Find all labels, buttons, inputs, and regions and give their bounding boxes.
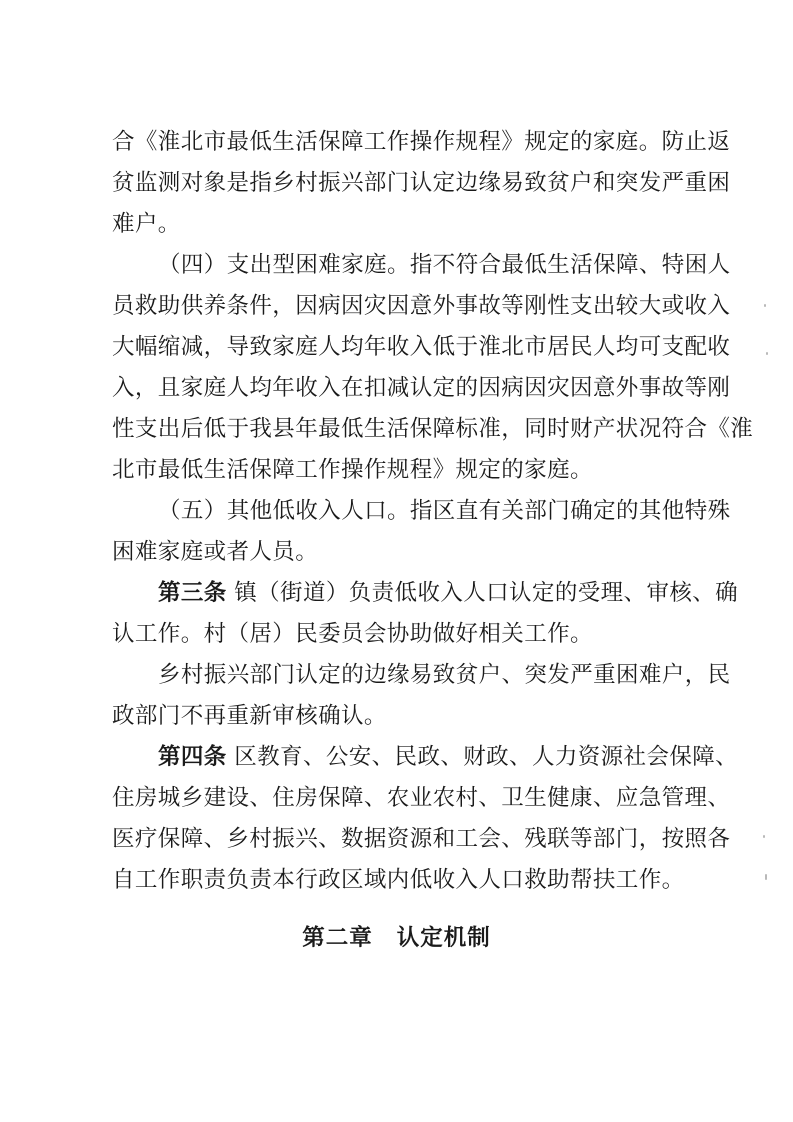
text-line: 贫监测对象是指乡村振兴部门认定边缘易致贫户和突发严重困 <box>112 170 731 196</box>
text-line: 性支出后低于我县年最低生活保障标准，同时财产状况符合《淮 <box>112 416 754 442</box>
text-line: （四）支出型困难家庭。指不符合最低生活保障、特困人 <box>158 252 731 278</box>
text-line: 乡村振兴部门认定的边缘易致贫户、突发严重困难户，民 <box>158 662 731 688</box>
text-line: 合《淮北市最低生活保障工作操作规程》规定的家庭。防止返 <box>112 129 731 155</box>
chapter-title: 认定机制 <box>396 925 491 951</box>
paragraph-continuation <box>112 122 731 245</box>
text-line: （五）其他低收入人口。指区直有关部门确定的其他特殊 <box>158 498 731 524</box>
article-4 <box>112 737 739 901</box>
text-line: 入，且家庭人均年收入在扣减认定的因病因灾因意外事故等刚 <box>112 375 731 401</box>
text-line <box>112 573 739 614</box>
scan-speck <box>765 874 767 880</box>
text-line: 北市最低生活保障工作操作规程》规定的家庭。 <box>112 457 593 483</box>
text-line: 员救助供养条件，因病因灾因意外事故等刚性支出较大或收入 <box>112 293 731 319</box>
text-line: 大幅缩减，导致家庭人均年收入低于淮北市居民人均可支配收 <box>112 334 731 360</box>
article-text: 区教育、公安、民政、财政、人力资源社会保障、 <box>226 744 739 770</box>
text-line: 住房城乡建设、住房保障、农业农村、卫生健康、应急管理、 <box>112 785 731 811</box>
document-body <box>112 122 754 901</box>
article-label: 第三条 <box>158 580 227 606</box>
text-line <box>112 737 739 778</box>
chapter-heading <box>0 918 793 959</box>
text-line: 医疗保障、乡村振兴、数据资源和工会、残联等部门，按照各 <box>112 826 731 852</box>
scan-speck <box>764 304 766 307</box>
scan-speck <box>763 835 765 838</box>
text-line: 困难家庭或者人员。 <box>112 539 319 565</box>
text-line: 自工作职责负责本行政区域内低收入人口救助帮扶工作。 <box>112 867 685 893</box>
text-line: 政部门不再重新审核确认。 <box>112 703 387 729</box>
article-label: 第四条 <box>158 744 227 770</box>
article-3 <box>112 573 739 655</box>
scan-speck <box>766 352 768 355</box>
paragraph-item-5 <box>112 491 731 573</box>
paragraph-rural-revitalization <box>112 655 731 737</box>
text-line: 难户。 <box>112 211 181 237</box>
paragraph-item-4 <box>112 245 754 491</box>
chapter-number: 第二章 <box>302 925 373 951</box>
text-line: 认工作。村（居）民委员会协助做好相关工作。 <box>112 621 593 647</box>
article-text: 镇（街道）负责低收入人口认定的受理、审核、确 <box>226 580 739 606</box>
